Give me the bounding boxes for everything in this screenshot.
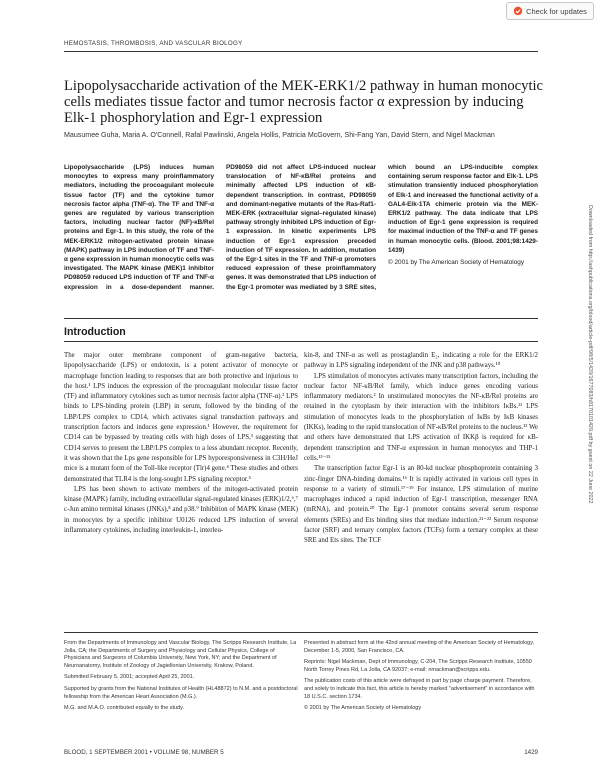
check-for-updates-label: Check for updates bbox=[526, 6, 587, 16]
funding-note: Supported by grants from the National Institutes of Health (HL48872) to N.M. and a postdoctoral fellowship from the American Heart Association (M.G.). bbox=[64, 685, 298, 700]
affiliations-note: From the Departments of Immunology and Vascular Biology, The Scripps Research Institute, La Jolla, CA; the Departments of Surgery and Physiology and Cellular Physics, College of Physicians and Surgeons of Columbia University, New York, NY; and the Department of Neuroanatomy, Institute of Zoology of Jagiellonian University, Krakow, Poland. bbox=[64, 640, 297, 669]
footnote-divider bbox=[64, 632, 538, 633]
reprints-note: Reprints: Nigel Mackman, Dept of Immunology, C-204, The Scripps Research Institute, 10550 North Torrey Pines Rd, La Jolla, CA 92037; e-mail: nmackman@scripps.edu. bbox=[304, 659, 532, 673]
abstract bbox=[64, 163, 538, 298]
introduction-right-column bbox=[304, 351, 538, 547]
footnotes-right bbox=[304, 640, 538, 717]
body-paragraph: LPS has been shown to activate members of the mitogen-activated protein kinase (MAPK) family, including extracellular signal-regulated kinases (ERK)1/2,⁶,⁷ c-Jun amino terminal kinases (JNKs),⁸ and p38.⁹ Inhibition of MAPK kinase (MEK) in monocytes by a specific inhibitor U0126 reduced LPS induction of several inflammatory cytokines, including interleukin-1, interleu- bbox=[64, 485, 298, 535]
introduction-left-column bbox=[64, 351, 298, 536]
check-for-updates-button[interactable] bbox=[506, 2, 594, 20]
presentation-note: Presented in abstract form at the 42nd annual meeting of the American Society of Hematology, December 1-5, 2000, San Francisco, CA. bbox=[304, 640, 535, 654]
journal-section-header: HEMOSTASIS, THROMBOSIS, AND VASCULAR BIOLOGY bbox=[64, 40, 243, 47]
footer-journal-info: BLOOD, 1 SEPTEMBER 2001 • VOLUME 98, NUMBER 5 bbox=[64, 749, 224, 756]
download-notice bbox=[585, 205, 595, 605]
body-paragraph: The major outer membrane component of gram-negative bacteria, lipopolysaccharide (LPS) or endotoxin, is a potent activator of monocyte or macrophage function leading to responses that are both protective and injurious to the host.¹ LPS induces the expression of the procoagulant molecular tissue factor (TF) and inflammatory cytokines such as tumor necrosis factor alpha (TNF-α).² LPS binds to LPS-binding protein (LBP) in serum, followed by the binding of the LBP/LPS complex to CD14, which activates signal transduction pathways and transcription factors and induces gene expression.¹ However, the requirement for CD14 can be bypassed by treating cells with high doses of LPS,³ suggesting that CD14 serves to present the LBP/LPS complex to a less abundant receptor. Recently, it was shown that the Lps gene responsible for LPS hyporesponsiveness in C3H/HeJ mice is a mutant form of the Toll-like receptor (Tlr)4 gene.⁴ These studies and others demonstrated that TLR4 is the long-sought LPS signaling receptor.⁵ bbox=[64, 352, 298, 483]
abstract-divider bbox=[64, 318, 538, 319]
page-footer bbox=[64, 749, 538, 756]
footnote-copyright: © 2001 by The American Society of Hematology bbox=[304, 705, 422, 712]
body-paragraph: The transcription factor Egr-1 is an 80-kd nuclear phosphoprotein containing 3 zinc-finger DNA-binding domains.¹⁶ It is rapidly activated in various cell types in response to a variety of stimuli.¹⁷⁻¹⁹ For instance, LPS stimulation of murine macrophages induced a rapid induction of Egr-1 transcription, messenger RNA (mRNA), and protein.²⁰ The Egr-1 promoter contains several serum response elements (SREs) and Ets binding sites that mediate induction.²¹⁻²³ Serum response factor (SRF) and ternary complex factors (TCFs) form a ternary complex at these SRE and Ets sites. The TCF bbox=[304, 465, 538, 545]
page-number: 1429 bbox=[524, 749, 538, 756]
body-paragraph: kin-8, and TNF-α as well as prostaglandin E₂, indicating a role for the ERK1/2 pathway in LPS signaling independent of the JNK and p38 pathways.¹⁰ bbox=[304, 352, 538, 370]
abstract-copyright: © 2001 by The American Society of Hematology bbox=[388, 259, 525, 267]
header-divider bbox=[64, 51, 538, 52]
body-paragraph: LPS stimulation of monocytes activates many transcription factors, including the nuclear factor NF-κB/Rel family, which induce genes encoding various inflammatory mediators.² In unstimulated monocytes the NF-κB/Rel proteins are retained in the cytoplasm by their interaction with the inhibitors IκBs.¹¹ LPS stimulation of monocytes leads to the phosphorylation of IκBs by IκB kinases (IKKs), leading to the rapid translocation of NF-κB/Rel proteins to the nucleus.¹² We and others have demonstrated that LPS activation of IKKβ is required for κB-dependent transcription and TNF-α expression in human monocytes and THP-1 cells.¹³⁻¹⁵ bbox=[304, 372, 538, 462]
publication-costs-note: The publication costs of this article were defrayed in part by page charge payment. Therefore, and solely to indicate this fact, this article is hereby marked "advertisement" in accordance with 18 U.S.C. section 1734. bbox=[304, 678, 535, 700]
article-authors: Mausumee Guha, Maria A. O'Connell, Rafal Pawlinski, Angela Hollis, Patricia McGovern, Shi-Fang Yan, David Stern, and Nigel Mackman bbox=[64, 131, 495, 139]
introduction-heading: Introduction bbox=[64, 326, 126, 338]
introduction-divider bbox=[64, 341, 538, 342]
submission-dates: Submitted February 5, 2001; accepted April 25, 2001. bbox=[64, 674, 195, 681]
contribution-note: M.G. and M.A.O. contributed equally to the study. bbox=[64, 705, 185, 712]
download-notice-text: Downloaded from http://ashpublications.org/blood/article-pdf/98/5/1429/1677083/h8170101429.pdf by guest on 22 June 2022 bbox=[587, 205, 593, 504]
refresh-icon bbox=[513, 6, 523, 16]
footnotes-left bbox=[64, 640, 298, 717]
abstract-text: Lipopolysaccharide (LPS) induces human monocytes to express many proinflammatory mediators, including the procoagulant molecule tissue factor (TF) and the cytokine tumor necrosis factor alpha (TNF-α). The TF and TNF-α genes are regulated by various transcription factors, including nuclear factor (NF)-κB/Rel proteins and Egr-1. In this study, the role of the MEK-ERK1/2 mitogen-activated protein kinase (MAPK) pathway in LPS induction of TF and TNF-α gene expression in human monocytic cells was investigated. The MAPK kinase (MEK)1 inhibitor PD98059 reduced LPS induction of TF and TNF-α expression in a dose-dependent manner. PD98059 did not affect LPS-induced nuclear translocation of NF-κB/Rel proteins and minimally affected LPS induction of κB-dependent transcription. In contrast, PD98059 and dominant-negative mutants of the Ras-Raf1-MEK-ERK (extracellular signal–regulated kinase) pathway strongly inhibited LPS induction of Egr-1 expression. In kinetic experiments LPS induction of Egr-1 expression preceded induction of TF expression. In addition, mutation of the Egr-1 sites in the TF and TNF-α promoters reduced expression of these proinflammatory genes. It was demonstrated that LPS induction of the Egr-1 promoter was mediated by 3 SRE sites, which bound an LPS-inducible complex containing serum response factor and Elk-1. LPS stimulation transiently induced phosphorylation of Elk-1 and increased the functional activity of a GAL4-Elk-1TA chimeric protein via the MEK-ERK1/2 pathway. The data indicate that LPS induction of Egr-1 gene expression is required for maximal induction of the TNF-α and TF genes in human monocytic cells. (Blood. 2001;98:1429-1439) bbox=[64, 164, 538, 291]
article-title: Lipopolysaccharide activation of the MEK-ERK1/2 pathway in human monocytic cells mediates tissue factor and tumor necrosis factor α expression by inducing Elk-1 phosphorylation and Egr-1 expression bbox=[64, 78, 544, 126]
